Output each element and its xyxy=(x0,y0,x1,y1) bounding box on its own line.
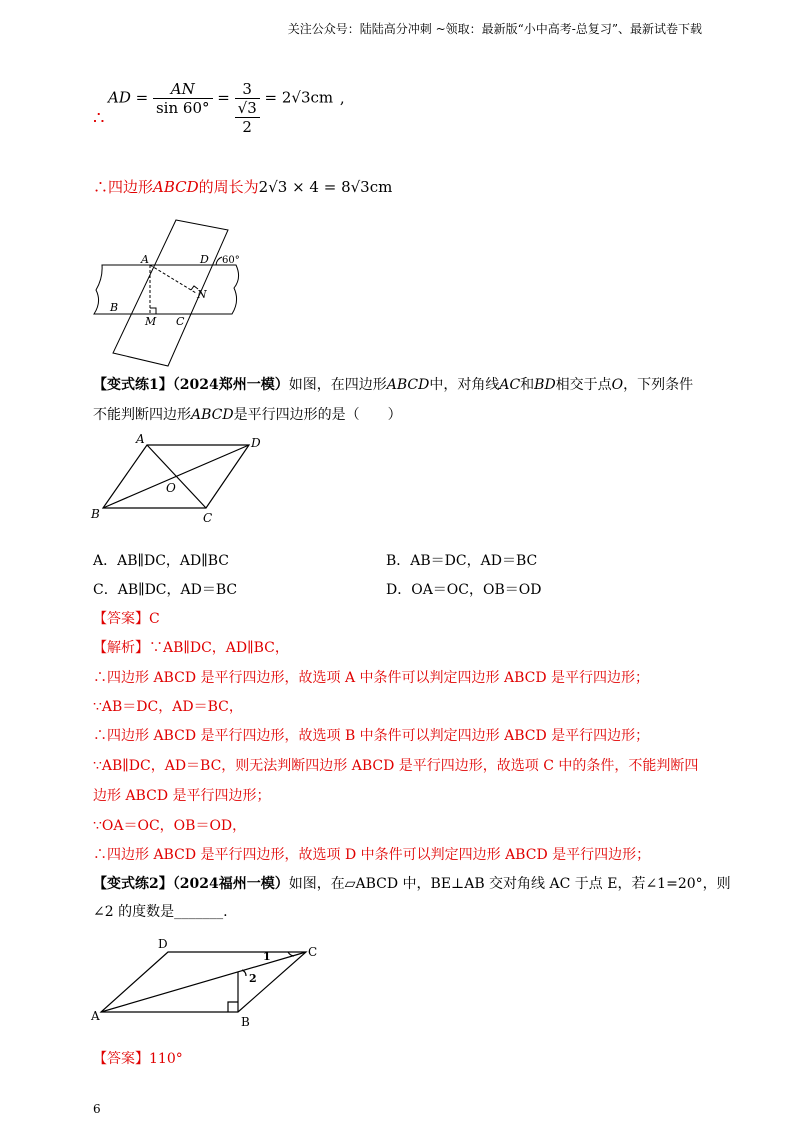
q1-prefix: 【变式练1】 xyxy=(93,377,173,393)
diagonal-ac xyxy=(101,952,306,1012)
label-c: C xyxy=(176,315,185,328)
q1-bd: BD xyxy=(534,377,556,393)
label-angle-1: 1 xyxy=(263,950,271,963)
q1-answer-value: C xyxy=(149,611,160,627)
equals-sign: = xyxy=(217,88,230,107)
perimeter-prefix: ∴四边形 xyxy=(93,178,154,196)
label-d: D xyxy=(158,937,168,951)
analysis-line-1 xyxy=(93,639,289,657)
page-header: 关注公众号：陆陆高分冲刺 ~领取：最新版“小中高考-总复习”、最新试卷下载 xyxy=(287,22,702,36)
q1-o: O xyxy=(611,377,624,393)
label-b: B xyxy=(110,301,119,314)
label-a: A xyxy=(136,432,145,446)
q1-ac: AC xyxy=(499,377,521,393)
figure-parallelogram-diagonals xyxy=(88,430,268,525)
q1-line2-a: 不能判断四边形 xyxy=(93,407,191,423)
q1-text-c: 相交于点 xyxy=(555,377,612,393)
analysis-line-3: ∵AB＝DC，AD＝BC， xyxy=(93,699,243,715)
label-angle-2: 2 xyxy=(249,972,257,985)
tilted-strip xyxy=(113,220,228,366)
altitude-an xyxy=(150,265,196,293)
q1-line2 xyxy=(93,406,402,424)
right-angle-m xyxy=(150,308,156,314)
analysis-text-1: ∵AB∥DC，AD∥BC， xyxy=(149,640,289,656)
label-b: B xyxy=(91,507,100,521)
ad-frac2-den-num: √3 xyxy=(235,99,260,118)
trailing-comma: , xyxy=(339,88,345,107)
ad-frac1-numerator: AN xyxy=(153,80,213,99)
ad-fraction-1 xyxy=(153,80,213,117)
figure-strip-overlap xyxy=(88,218,253,368)
ad-frac2-numerator: 3 xyxy=(235,80,260,99)
label-d: D xyxy=(200,253,209,266)
label-o: O xyxy=(166,481,176,495)
q1-text-b: 中，对角线 xyxy=(429,377,500,393)
analysis-line-4: ∴四边形 ABCD 是平行四边形，故选项 B 中条件可以判定四边形 ABCD 是平行四边形； xyxy=(93,728,650,744)
ad-formula xyxy=(108,80,345,136)
ad-result: = 2√3cm xyxy=(264,88,334,107)
option-a: A．AB∥DC，AD∥BC xyxy=(93,553,229,569)
q1-and: 和 xyxy=(520,377,535,393)
label-c: C xyxy=(308,945,318,959)
perimeter-abcd: ABCD xyxy=(153,178,199,196)
label-m: M xyxy=(145,315,157,328)
label-n: N xyxy=(197,288,207,301)
analysis-line-6: 边形 ABCD 是平行四边形； xyxy=(93,788,271,804)
q2-answer xyxy=(93,1050,183,1068)
q1-abcd: ABCD xyxy=(386,377,430,393)
q1-text-a: 如图，在四边形 xyxy=(288,377,387,393)
option-b: B．AB＝DC，AD＝BC xyxy=(386,553,538,569)
label-d: D xyxy=(251,436,261,450)
q1-text-d: ，下列条件 xyxy=(623,377,694,393)
analysis-label: 【解析】 xyxy=(93,640,149,656)
option-c: C．AB∥DC，AD＝BC xyxy=(93,582,238,598)
label-a: A xyxy=(91,1009,100,1023)
label-a: A xyxy=(141,253,149,266)
label-60-degrees: 60° xyxy=(222,255,240,266)
right-angle-b xyxy=(228,1002,238,1012)
q2-answer-label: 【答案】 xyxy=(93,1051,149,1067)
perimeter-line xyxy=(93,178,392,196)
label-b: B xyxy=(241,1015,250,1029)
perimeter-mid: 的周长为 xyxy=(198,178,259,196)
analysis-line-8: ∴四边形 ABCD 是平行四边形，故选项 D 中条件可以判定四边形 ABCD 是平行四边形； xyxy=(93,847,651,863)
q1-answer xyxy=(93,610,160,628)
q2-line1 xyxy=(93,875,731,893)
analysis-line-5: ∵AB∥DC，AD＝BC，则无法判断四边形 ABCD 是平行四边形，故选项 C 中的条件，不能判断四 xyxy=(93,758,699,774)
figure-parallelogram-perpendicular xyxy=(88,932,328,1030)
ad-frac1-denominator: sin 60° xyxy=(155,99,210,117)
q2-source: （2024福州一模） xyxy=(172,876,289,892)
q1-line1 xyxy=(93,376,693,394)
q1-source: （2024郑州一模） xyxy=(172,377,289,393)
q2-text: 如图，在▱ABCD 中，BE⊥AB 交对角线 AC 于点 E，若∠1=20°，则 xyxy=(288,876,731,892)
page-number: 6 xyxy=(93,1102,101,1116)
q1-line2-abcd: ABCD xyxy=(191,407,234,423)
ad-fraction-2 xyxy=(235,80,260,136)
q2-prefix: 【变式练2】 xyxy=(93,876,173,892)
q1-line2-c: 是平行四边形的是（ ） xyxy=(233,407,402,423)
q2-line2: ∠2 的度数是_______. xyxy=(93,904,228,920)
perimeter-expression: 2√3 × 4 = 8√3cm xyxy=(258,178,393,196)
label-c: C xyxy=(203,511,213,525)
ad-lhs: AD = xyxy=(108,88,149,107)
ad-frac2-den-den: 2 xyxy=(242,118,252,136)
analysis-line-2: ∴四边形 ABCD 是平行四边形，故选项 A 中条件可以判定四边形 ABCD 是平行四边形； xyxy=(93,670,649,686)
option-d: D．OA＝OC，OB＝OD xyxy=(386,582,542,598)
q2-answer-value: 110° xyxy=(149,1051,183,1067)
q1-answer-label: 【答案】 xyxy=(93,611,149,627)
analysis-line-7: ∵OA＝OC，OB＝OD， xyxy=(93,818,247,834)
therefore-symbol: ∴ xyxy=(93,108,105,129)
